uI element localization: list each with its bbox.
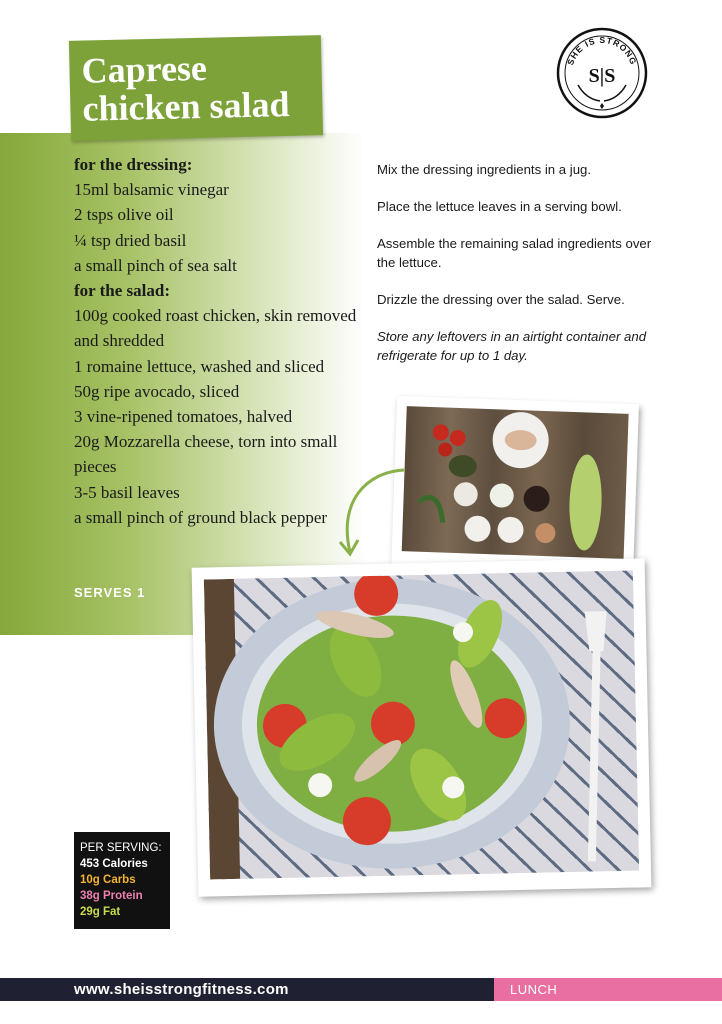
protein-value: 38g Protein <box>80 890 143 902</box>
ingredient-item: 20g Mozzarella cheese, torn into small pieces <box>74 432 338 477</box>
ingredients-photo-image <box>402 406 629 559</box>
method-step: Mix the dressing ingredients in a jug. <box>377 162 592 177</box>
recipe-title <box>81 46 323 127</box>
ingredient-item: 3 vine-ripened tomatoes, halved <box>74 407 293 427</box>
method-step: Place the lettuce leaves in a serving bowl. <box>377 199 622 214</box>
ingredient-item: 50g ripe avocado, sliced <box>74 381 240 401</box>
serves-label: SERVES 1 <box>74 585 146 600</box>
ingredient-heading: for the dressing: <box>74 155 193 174</box>
ingredient-item: ¼ tsp dried basil <box>74 230 187 250</box>
ingredient-item: 2 tsps olive oil <box>74 205 174 225</box>
nutrition-box <box>74 832 170 929</box>
carbs-value: 10g Carbs <box>80 874 136 886</box>
logo-monogram: S|S <box>588 65 616 87</box>
ingredient-item: 1 romaine lettuce, washed and sliced <box>74 356 325 376</box>
per-serving-label: PER SERVING: <box>80 842 162 854</box>
she-is-strong-logo <box>556 27 648 119</box>
method-step: Drizzle the dressing over the salad. Serve. <box>377 292 625 307</box>
ingredient-item: a small pinch of sea salt <box>74 255 237 275</box>
fat-value: 29g Fat <box>80 906 121 918</box>
storage-note: Store any leftovers in an airtight container and refrigerate for up to 1 day. <box>377 329 647 363</box>
website-link[interactable]: www.sheisstrongfitness.com <box>74 981 289 998</box>
ingredient-heading: for the salad: <box>74 281 171 301</box>
method-steps <box>377 160 667 383</box>
ingredients-list <box>74 152 364 530</box>
salad-photo-image <box>204 571 639 880</box>
logo-arc-text: SHE IS STRONG <box>565 34 639 67</box>
salad-photo <box>192 558 652 896</box>
meal-category-tag: LUNCH <box>494 978 722 1001</box>
calories-value: 453 Calories <box>80 858 148 870</box>
method-step: Assemble the remaining salad ingredients over the lettuce. <box>377 236 652 270</box>
title-line-1: Caprese <box>81 47 208 91</box>
curved-arrow-icon <box>326 462 416 562</box>
ingredient-item: 100g cooked roast chicken, skin removed and shredded <box>74 306 357 351</box>
ingredient-item: a small pinch of ground black pepper <box>74 507 328 527</box>
title-line-2: chicken salad <box>82 84 290 129</box>
ingredient-item: 3-5 basil leaves <box>74 482 180 502</box>
ingredients-photo <box>391 396 639 579</box>
ingredient-item: 15ml balsamic vinegar <box>74 180 229 200</box>
